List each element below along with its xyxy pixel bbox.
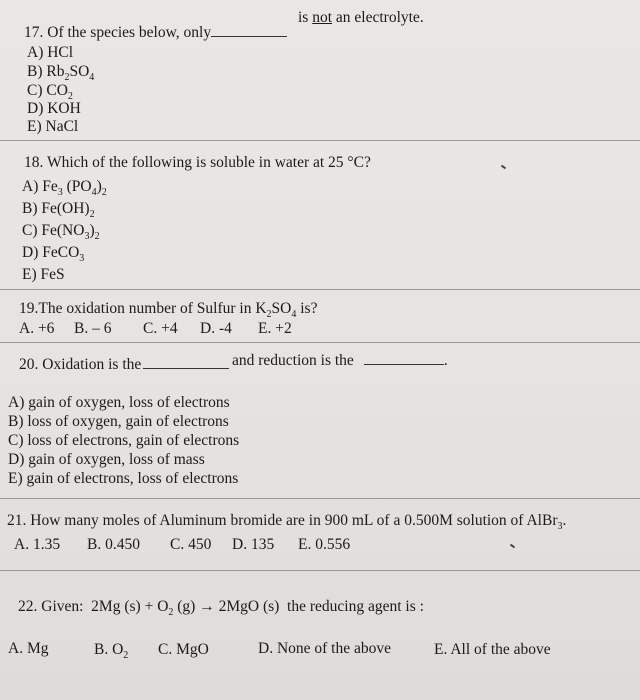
q22-option-b: B. $O_2$ (94, 641, 129, 662)
q17-option-e: E) NaCl (27, 118, 79, 135)
q17-answer-blank (211, 36, 287, 37)
q17-option-b: B) $Rb_2SO_4$ (27, 63, 95, 84)
divider (0, 342, 640, 343)
q21-option-a: A. 1.35 (14, 536, 61, 553)
q20-option-a: A) gain of oxygen, loss of electrons (8, 394, 230, 411)
q21-option-b: B. 0.450 (87, 536, 140, 553)
q19-option-d: D. -4 (200, 320, 232, 337)
q19-option-a: A. +6 (19, 320, 55, 337)
divider (0, 140, 640, 141)
q18-prompt: 18. Which of the following is soluble in water at 25 °C? (24, 154, 371, 171)
q22-option-d: D. None of the above (258, 640, 391, 657)
q22-option-a: A. Mg (8, 640, 49, 657)
q20-option-c: C) loss of electrons, gain of electrons (8, 432, 240, 449)
divider (0, 570, 640, 571)
q21-prompt: 21. How many moles of Aluminum bromide are in 900 mL of a 0.500M solution of AlBr$_3$. (7, 512, 567, 533)
q18-option-a: A) $Fe_3$ $(PO_4)_2$ (22, 178, 107, 199)
q19-prompt: 19.The oxidation number of Sulfur in $K_2SO_4$ is? (19, 300, 318, 321)
q21-option-d: D. 135 (232, 536, 275, 553)
q19-option-e: E. +2 (258, 320, 292, 337)
q19-option-c: C. +4 (143, 320, 178, 337)
q22-prompt: 22. Given: 2Mg $(s) + O_2$ (g) → 2MgO (s) the reducing agent is : (18, 598, 424, 619)
q20-prompt: 20. Oxidation is the (19, 356, 229, 374)
q17-prompt-tail: is not an electrolyte. (298, 9, 424, 26)
q17-option-c: C) $CO_2$ (27, 82, 73, 103)
q21-option-c: C. 450 (170, 536, 212, 553)
divider (0, 498, 640, 499)
divider (0, 289, 640, 290)
q18-option-b: B) $Fe(OH)_2$ (22, 200, 95, 221)
q18-option-d: D) FeCO$_3$ (22, 244, 85, 265)
q20-option-d: D) gain of oxygen, loss of mass (8, 451, 205, 468)
q22-option-e: E. All of the above (434, 641, 551, 658)
q17-option-d: D) KOH (27, 100, 81, 117)
q17-option-a: A) HCl (27, 44, 74, 61)
q21-option-e: E. 0.556 (298, 536, 351, 553)
q20-prompt-b: and reduction is the . (232, 352, 448, 369)
q20-blank-2 (364, 364, 444, 365)
q17-prompt: 17. Of the species below, only (24, 24, 287, 42)
q19-option-b: B. – 6 (74, 320, 112, 337)
q20-option-b: B) loss of oxygen, gain of electrons (8, 413, 229, 430)
q18-option-e: E) FeS (22, 266, 65, 283)
q18-option-c: C) $Fe(NO_3)_2$ (22, 222, 100, 243)
q20-option-e: E) gain of electrons, loss of electrons (8, 470, 239, 487)
q20-blank-1 (143, 368, 229, 369)
q22-option-c: C. MgO (158, 641, 209, 658)
